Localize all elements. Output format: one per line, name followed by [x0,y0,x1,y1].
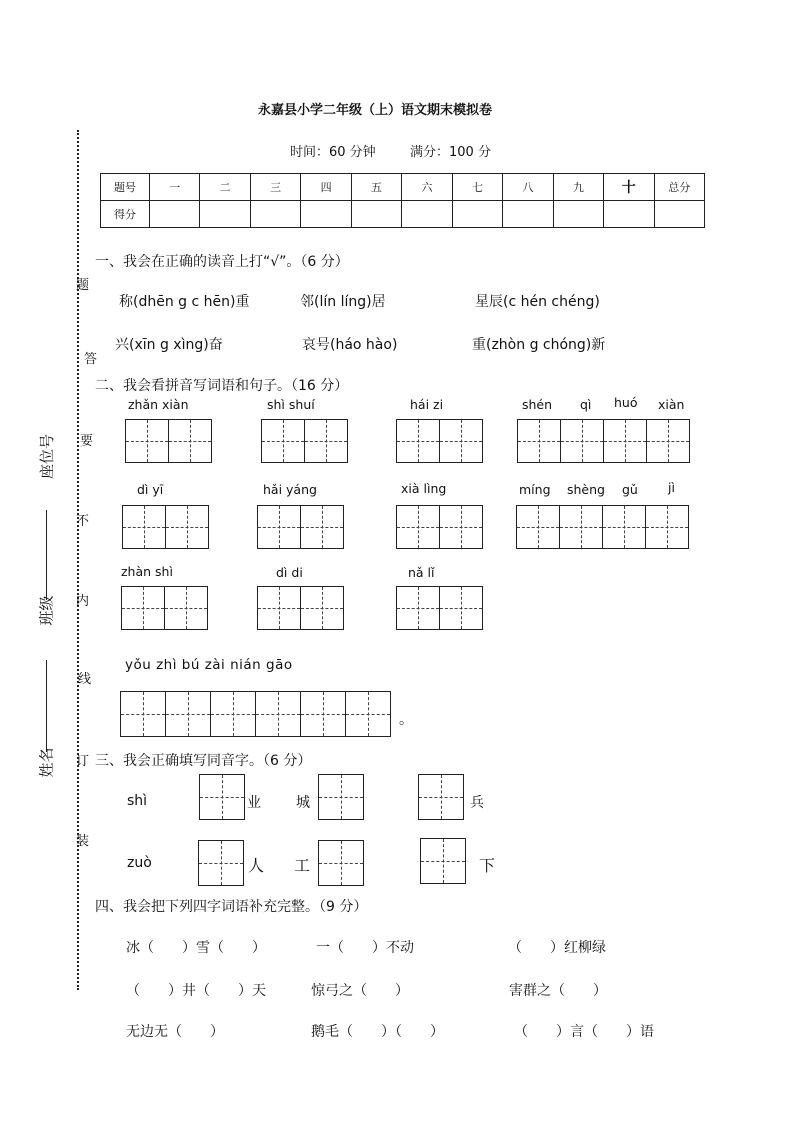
writing-cell[interactable] [165,505,209,549]
writing-grid [396,419,483,463]
homophone-char: 工 [294,856,311,875]
score-cell[interactable] [503,201,553,228]
binding-char: 不 [76,514,90,529]
score-table-score-row [101,201,705,228]
exam-title: 永嘉县小学二年级（上）语文期末模拟卷 [258,103,493,118]
writing-grid [257,586,344,630]
writing-cell[interactable] [559,505,603,549]
writing-grid [396,505,483,549]
pinyin-prompt: dì yī [137,482,164,497]
pinyin-prompt: gǔ [622,482,638,497]
pinyin-prompt: huó [614,395,638,410]
writing-cell[interactable] [396,419,440,463]
writing-cell[interactable] [439,419,483,463]
section-4-heading: 四、我会把下列四字词语补充完整。（9 分） [95,899,368,915]
sentence-end-mark: 。 [399,712,413,728]
table-cell: 四 [301,174,351,201]
pinyin-prompt: zhàn shì [121,564,173,579]
class-blank-line [46,510,48,600]
binding-dotted-line [77,130,79,990]
writing-cell[interactable] [198,840,244,886]
table-cell: 一 [150,174,200,201]
class-label: 班级 [37,595,56,626]
section-1-heading: 一、我会在正确的读音上打“√”。（6 分） [95,254,349,270]
writing-cell[interactable] [345,691,391,737]
homophone-pinyin: shì [127,793,148,809]
pinyin-prompt: xiàn [658,397,685,412]
writing-cell[interactable] [560,419,604,463]
score-cell[interactable] [402,201,452,228]
writing-grid [418,774,464,820]
pinyin-choice-item[interactable]: 邻(lín líng)居 [300,294,386,310]
idiom-fill-item[interactable]: （ ）井（ ）天 [126,983,266,999]
pinyin-prompt: nǎ lǐ [408,565,435,580]
writing-cell[interactable] [646,419,690,463]
exam-full-score: 满分：100 分 [410,145,491,160]
writing-cell[interactable] [165,691,211,737]
idiom-fill-item[interactable]: 鹅毛（ ）（ ） [311,1024,444,1040]
writing-grid [516,505,689,549]
homophone-char: 城 [296,795,310,811]
idiom-fill-item[interactable]: （ ）言（ ）语 [514,1024,654,1040]
homophone-char: 人 [248,856,265,875]
writing-grid [396,586,483,630]
table-cell: 五 [351,174,401,201]
idiom-fill-item[interactable]: 一（ ）不动 [316,940,414,956]
sentence-pinyin: yǒu zhì bú zài nián gāo [125,657,293,673]
idiom-fill-item[interactable]: 害群之（ ） [509,983,607,999]
writing-cell[interactable] [122,505,166,549]
writing-cell[interactable] [121,586,165,630]
homophone-char: 业 [247,795,261,811]
writing-cell[interactable] [517,419,561,463]
binding-char: 题 [76,278,90,293]
pinyin-choice-item[interactable]: 星辰(c hén chéng) [475,294,600,310]
writing-grid [318,774,364,820]
score-cell[interactable] [200,201,250,228]
writing-grid [257,505,344,549]
writing-cell[interactable] [300,505,344,549]
pinyin-prompt: zhǎn xiàn [128,397,189,412]
section-2-heading: 二、我会看拼音写词语和句子。（16 分） [95,378,349,394]
writing-grid [122,505,209,549]
pinyin-prompt: qì [580,397,592,412]
writing-cell[interactable] [261,419,305,463]
idiom-fill-item[interactable]: 冰（ ）雪（ ） [126,940,266,956]
writing-cell[interactable] [396,505,440,549]
writing-cell[interactable] [396,586,440,630]
writing-cell[interactable] [199,774,245,820]
idiom-fill-item[interactable]: （ ）红柳绿 [508,940,606,956]
writing-cell[interactable] [516,505,560,549]
writing-cell[interactable] [164,586,208,630]
writing-grid [198,840,244,886]
homophone-pinyin: zuò [127,855,152,871]
pinyin-choice-item[interactable]: 哀号(háo hào) [302,337,398,353]
writing-grid [199,774,245,820]
idiom-fill-item[interactable]: 无边无（ ） [126,1024,224,1040]
writing-cell[interactable] [645,505,689,549]
homophone-char: 兵 [470,795,484,811]
name-label: 姓名 [37,747,56,778]
table-cell: 三 [250,174,300,201]
score-cell[interactable] [604,201,654,228]
writing-cell[interactable] [318,774,364,820]
writing-cell[interactable] [418,774,464,820]
pinyin-choice-item[interactable]: 称(dhēn g c hēn)重 [119,294,250,310]
writing-cell[interactable] [300,691,346,737]
writing-cell[interactable] [439,505,483,549]
score-cell[interactable] [553,201,603,228]
table-cell: 题号 [101,174,150,201]
score-cell[interactable] [250,201,300,228]
writing-grid [125,419,212,463]
writing-cell[interactable] [304,419,348,463]
pinyin-prompt: shì shuí [267,397,315,412]
writing-cell[interactable] [120,691,166,737]
writing-grid [420,838,466,884]
writing-grid [121,586,208,630]
binding-char: 内 [76,594,90,609]
name-blank-line [46,660,48,752]
writing-cell[interactable] [602,505,646,549]
table-cell: 十 [604,174,654,201]
pinyin-prompt: jì [668,480,675,495]
pinyin-choice-item[interactable]: 重(zhòn g chóng)新 [472,337,606,353]
writing-cell[interactable] [210,691,256,737]
table-cell: 八 [503,174,553,201]
pinyin-prompt: shén [522,397,553,412]
writing-grid [517,419,690,463]
table-cell: 七 [452,174,502,201]
pinyin-prompt: hái zi [410,397,444,412]
pinyin-prompt: shèng [567,482,605,497]
writing-cell[interactable] [125,419,169,463]
score-cell[interactable] [351,201,401,228]
score-cell[interactable] [301,201,351,228]
pinyin-prompt: dì di [276,565,303,580]
writing-cell[interactable] [168,419,212,463]
binding-char: 要 [80,434,94,449]
sentence-writing-grid [120,691,391,737]
score-cell[interactable] [452,201,502,228]
homophone-char: 下 [479,856,496,875]
pinyin-choice-item[interactable]: 兴(xīn g xìng)奋 [115,337,223,353]
table-cell: 总分 [654,174,704,201]
writing-cell[interactable] [257,586,301,630]
writing-cell[interactable] [257,505,301,549]
section-3-heading: 三、我会正确填写同音字。（6 分） [95,753,312,769]
idiom-fill-item[interactable]: 惊弓之（ ） [311,983,409,999]
seat-number-label: 座位号 [38,433,57,480]
table-cell: 得分 [101,201,150,228]
table-cell: 六 [402,174,452,201]
score-cell[interactable] [150,201,200,228]
table-cell: 二 [200,174,250,201]
writing-cell[interactable] [603,419,647,463]
binding-char: 答 [84,352,98,367]
pinyin-prompt: míng [519,482,551,497]
writing-grid [261,419,348,463]
binding-char: 订 [76,754,90,769]
pinyin-prompt: xià lìng [401,481,447,496]
table-cell: 九 [553,174,603,201]
score-table-header-row [101,174,705,201]
binding-char: 线 [78,672,92,687]
binding-char: 装 [76,834,90,849]
pinyin-prompt: hǎi yáng [263,482,317,497]
writing-grid [318,840,364,886]
score-table [100,173,705,228]
writing-cell[interactable] [300,586,344,630]
writing-cell[interactable] [255,691,301,737]
writing-cell[interactable] [420,838,466,884]
writing-cell[interactable] [439,586,483,630]
writing-cell[interactable] [318,840,364,886]
exam-time: 时间：60 分钟 [290,145,376,160]
score-cell[interactable] [654,201,704,228]
